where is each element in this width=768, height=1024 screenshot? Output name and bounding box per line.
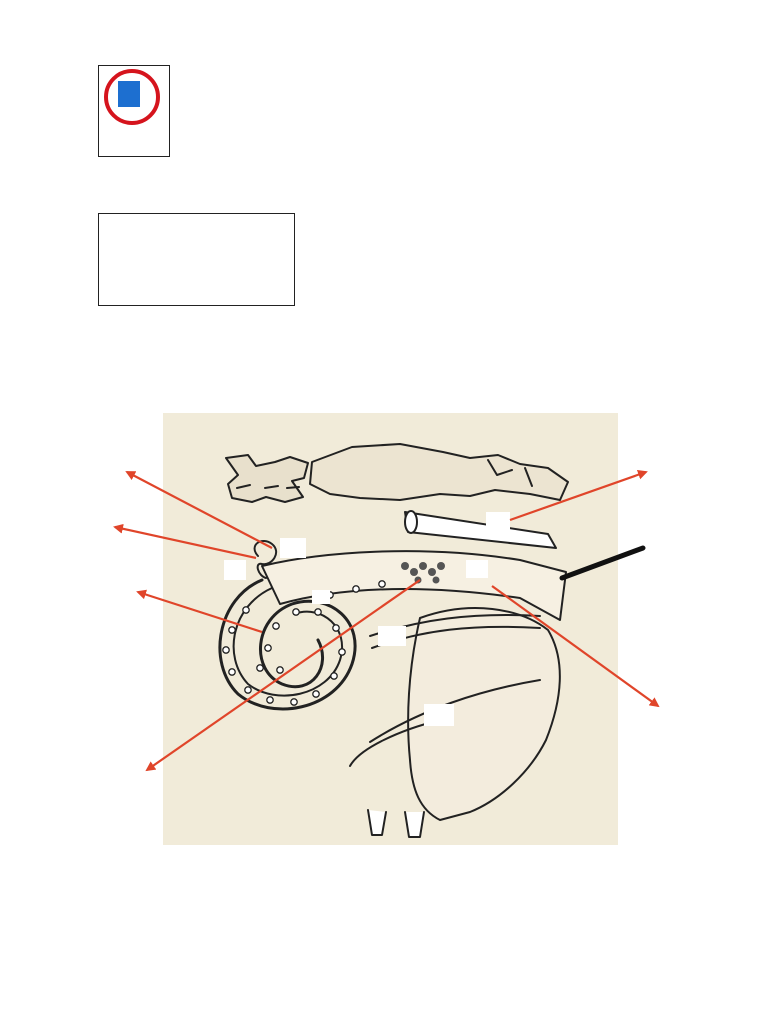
teat-left [368,810,386,835]
student-info-box [98,213,295,306]
reproductive-tract-diagram [0,400,768,860]
university-logo [98,65,170,157]
logo-emblem-icon [118,81,140,107]
teat-right [405,812,424,837]
